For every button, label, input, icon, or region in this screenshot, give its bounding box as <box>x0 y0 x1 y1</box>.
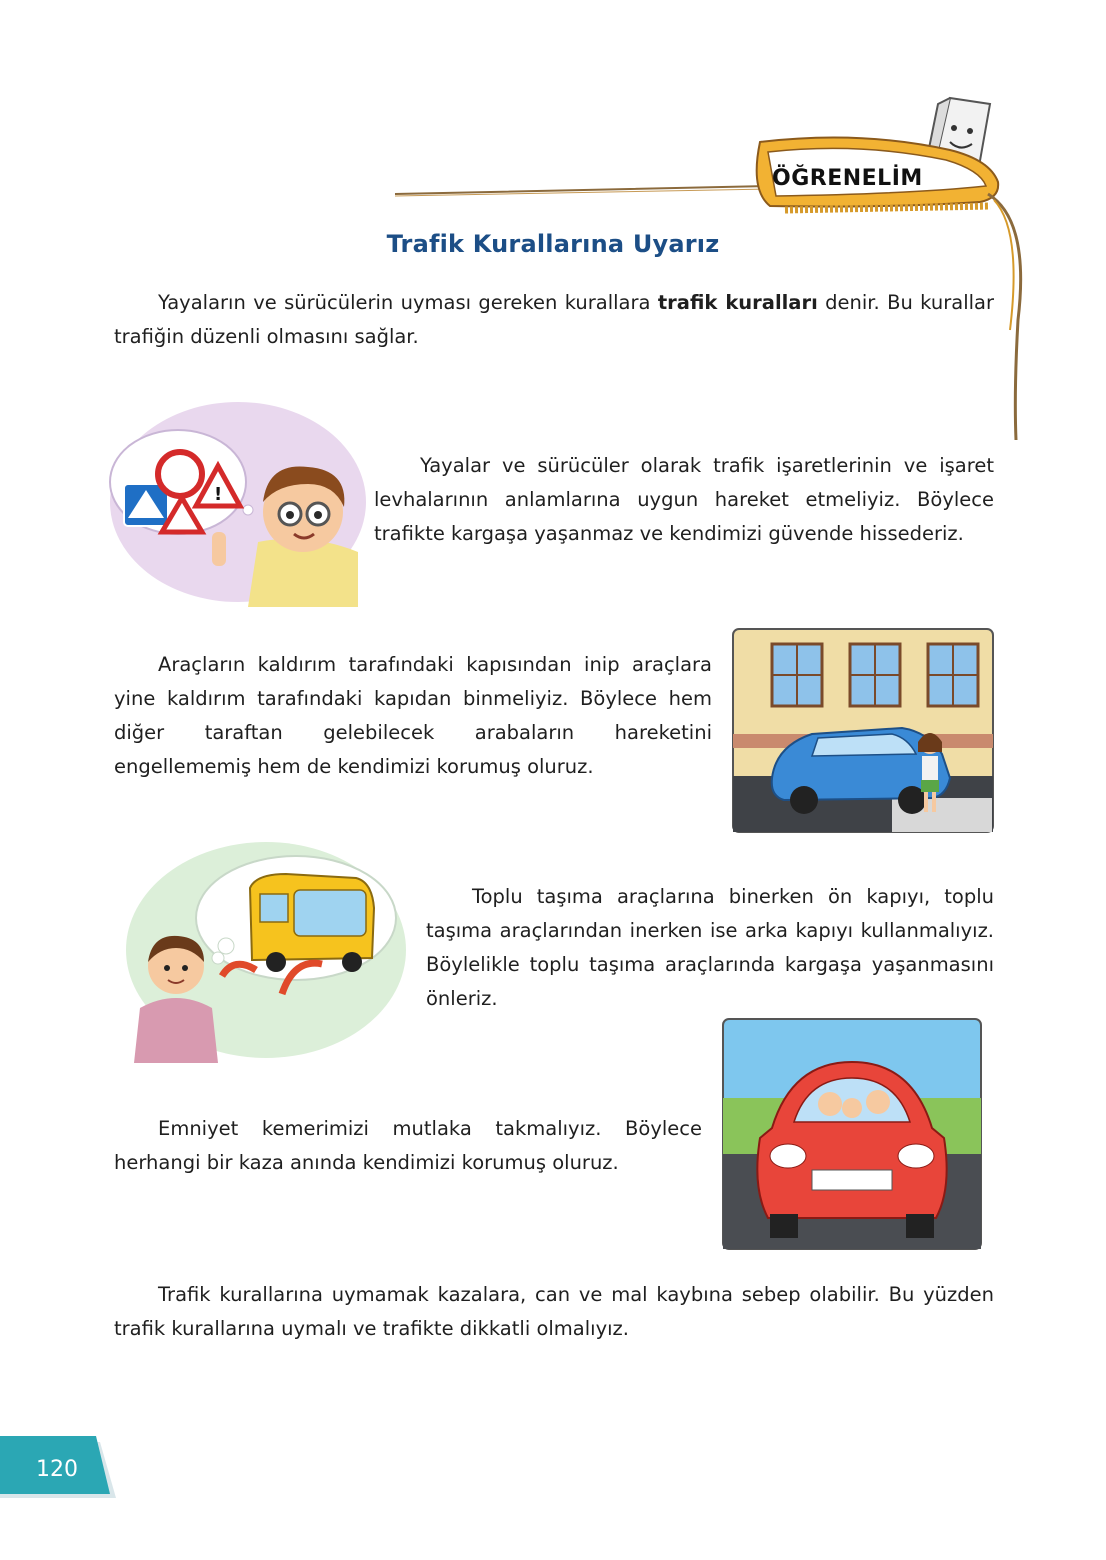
family-car-illustration <box>722 1018 982 1250</box>
seatbelt-paragraph: Emniyet kemerimizi mutlaka takmalıyız. Böylece herhangi bir kaza anında kendimizi korumuş oluruz. <box>114 1117 702 1174</box>
intro-text-before: Yayaların ve sürücülerin uyması gereken kurallara <box>158 291 658 314</box>
bus-paragraph: Toplu taşıma araçlarına binerken ön kapıyı, toplu taşıma araçlarından inerken ise arka kapıyı kullanmalıyız. Böylelikle toplu taşıma araçlarında kargaşa yaşanmasını önleriz. <box>426 885 994 1010</box>
intro-paragraph <box>114 286 994 354</box>
intro-text-after: denir. Bu kurallar trafiğin düzenli olmasını sağlar. <box>114 291 995 348</box>
conclusion-paragraph: Trafik kurallarına uymamak kazalara, can ve mal kaybına sebep olabilir. Bu yüzden trafik kurallarına uymalı ve trafikte dikkatli olmalıyız. <box>114 1283 994 1340</box>
boy-bus-illustration <box>126 838 416 1063</box>
car-curb-illustration <box>732 628 994 833</box>
svg-text:!: ! <box>214 484 223 505</box>
page-title: Trafik Kurallarına Uyarız <box>386 230 720 258</box>
boy-traffic-signs-illustration <box>108 392 368 607</box>
bus-icon <box>250 874 374 972</box>
signs-paragraph: Yayalar ve sürücüler olarak trafik işaretlerinin ve işaret levhalarının anlamlarına uygun hareket etmeliyiz. Böylece trafikte kargaşa yaşanmaz ve kendimizi güvende hissederiz. <box>374 454 994 545</box>
header-decoration <box>390 90 1040 450</box>
no-bicycle-sign-icon <box>158 452 202 496</box>
car-door-paragraph: Araçların kaldırım tarafındaki kapısından inip araçlara yine kaldırım tarafındaki kapıdan binmeliyiz. Böylece hem diğer taraftan gelebilecek arabaların hareketini engellememiş hem de kendimizi korumuş oluruz. <box>114 653 712 778</box>
intro-bold-term: trafik kuralları <box>657 291 818 314</box>
section-badge: ÖĞRENELİM <box>772 166 923 191</box>
page-number: 120 <box>36 1457 78 1482</box>
